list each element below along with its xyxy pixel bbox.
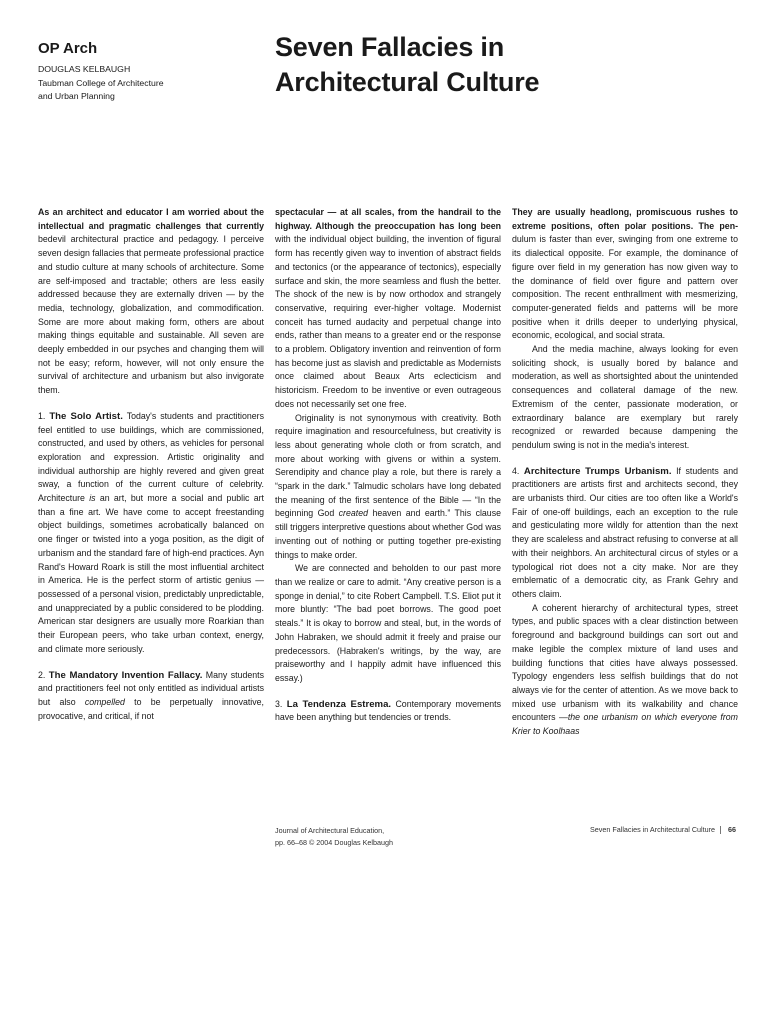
body-text: to be perpetually innovative, provocative, and critical, if not — [38, 696, 264, 721]
citation-line: Journal of Architectural Education, — [275, 826, 385, 835]
footer-separator — [720, 826, 721, 834]
paragraph — [275, 412, 501, 563]
body-text: heaven and earth.” This clause still triggers interpretive questions about whether God was inventing out of nothing or putting together pre-existing things to make order. — [275, 508, 501, 560]
body-text: dulum is faster than ever, swinging from one extreme to its dialectical opposite. For example, the dominance of figure over field in my generation has now given way to the dominance of field over figure and pattern over composition. The recent enthrallment with mesmerizing, computer-generated fields and patterns will be more positive when it drills deeper to underlying physical, economic, ecological, and social strata. — [512, 234, 738, 341]
emphasis: compelled — [84, 696, 125, 707]
emphasis: the one urbanism on which everyone from Krier to Koolhaas — [512, 712, 738, 737]
paragraph — [512, 602, 738, 739]
affiliation-line: and Urban Planning — [38, 91, 115, 101]
section-heading: La Tendenza Estrema. — [286, 698, 392, 710]
body-text: Originality is not synonymous with creativity. Both require imagination and resourcefulness, but creativity is less about generating whole cloth or from scratch, and more about working with givens or within a system. Serendipity and chance play a role, but there is rarely a “spark in the dark.” Talmudic scholars have long debated the meaning of the first sentence of the Bible — “In the beginning God — [275, 412, 501, 519]
section-number: 3. — [275, 698, 283, 709]
body-text: Many students and practitioners feel not only entitled as individual artists but also — [38, 669, 264, 707]
running-footer — [560, 825, 736, 834]
body-text: an art, but more a social and public art than a fine art. We have come to accept freestanding object buildings, sometimes acrobatically balanced on one finger or twisted into a yoga position, as the digit of urbanism and the standard fare of high-end practices. Ayn Rand's Howard Roark is still the most influential architect in America. He is the perfect storm of artistic genius — possessed of a personal vision, predictably unpredictable, and unappreciated by a public considered to be plodding. American star designers are usually more Roarkian than their European peers, who take urban context, energy, and climate more seriously. — [38, 493, 264, 654]
paragraph — [275, 698, 501, 725]
section-number: 2. — [38, 669, 46, 680]
paragraph — [38, 410, 264, 657]
body-text: A coherent hierarchy of architectural types, street types, and public spaces with a clear distinction between foreground and background buildings can sort out and make legible the complex mixture of land uses and building functions that cities have always possessed. Typology engenders less selfish buildings that do not always vie for the center of attention. As we move back to mixed use urbanism with its walkability and chance encounters — — [512, 602, 738, 723]
column-lead: spectacular — at all scales, from the handrail to the highway. Although the preoccupation has long been — [275, 207, 501, 231]
section-number: 4. — [512, 465, 520, 476]
body-text: Today's students and practitioners feel entitled to use buildings, which are commissioned, constructed, and used by others, as vehicles for personal exploration and expression. Artistic originality and individual authorship are highly revered and given great sway, a function of the current culture of celebrity. Architecture — [38, 410, 264, 504]
emphasis: created — [338, 508, 368, 519]
page-number: 66 — [728, 825, 736, 834]
title-line: Architectural Culture — [275, 67, 540, 97]
section-number: 1. — [38, 410, 46, 421]
intro-lead: As an architect and educator I am worried about the intellectual and pragmatic challenges that currently — [38, 207, 264, 231]
paragraph — [512, 465, 738, 602]
article-title — [275, 30, 735, 100]
paragraph — [38, 669, 264, 724]
section-name: OP Arch — [38, 40, 98, 57]
citation-line: pp. 66–68 © 2004 Douglas Kelbaugh — [275, 837, 393, 847]
text-column-2 — [275, 206, 501, 725]
emphasis: is — [89, 493, 96, 504]
body-text: with the individual object building, the invention of figural form has recently given way to invention of abstract fields and tectonics (or the appearance of tectonics), especially surface and skin, the more seamless and flush the better. The shock of the new is by now orthodox and strangely conservative, requiring ever-higher voltage. Modernist conceit has turned audacity and perpetual change into ends, rather than means to a greater end or the response to a problem. Obligatory invention and reinvention of form has become just as slavish and predictable as Modernists once claimed about Beaux Arts eclecticism and historicism. Freedom to be inventive or even outrageous does not necessarily set one free. — [275, 234, 501, 409]
section-heading: The Mandatory Invention Fallacy. — [48, 669, 203, 681]
paragraph — [275, 206, 501, 412]
section-heading: The Solo Artist. — [49, 410, 123, 422]
affiliation-line: Taubman College of Architecture — [38, 77, 164, 88]
paragraph: We are connected and beholden to our past more than we realize or care to admit. “Any creative person is a sponge in denial,” to cite Robert Campbell. T.S. Eliot put it more bluntly: “The bad poet borrows. The good poet steals.” It is okay to borrow and steal, but, in the words of John Habraken, we should admit it freely and praise our predecessors. (Habraken's writings, by the way, are praiseworthy and I happily admit have influenced this essay.) — [275, 563, 501, 683]
paragraph — [38, 206, 264, 398]
section-heading: Architecture Trumps Urbanism. — [523, 465, 672, 477]
body-text: Contemporary movements have been anything but tendencies or trends. — [275, 698, 502, 723]
author-block — [38, 63, 164, 104]
column-lead: They are usually headlong, promiscuous rushes to extreme positions, often polar positions. The pen- — [512, 207, 738, 231]
text-column-3 — [512, 206, 738, 739]
text-column-1 — [38, 206, 264, 723]
title-line: Seven Fallacies in — [275, 32, 505, 62]
intro-text: bedevil architectural practice and pedagogy. I perceive seven design fallacies that permeate professional practice and studio culture at many schools of architecture. Some are self-imposed and tractable; others are less easily addressed because they are externally driven — by the media, technology, globalization, and commodification. Some are more about making form, others are about making things equitable and sustainable. All seven are deeply embedded in our psyches and changing them will not be easy; reform, however, will not only ensure the survival of architecture and urbanism but also invigorate them. — [38, 234, 264, 396]
journal-citation — [275, 825, 393, 848]
running-title: Seven Fallacies in Architectural Culture — [589, 825, 715, 834]
body-text: If students and practitioners are artists first and architects second, they are urbanists third. Our cities are too often like a World's Fair of one-off buildings, each an exception to the rule and gesticulating more wildly for attention than the next they are scaleless and abstract refusing to converse at all with their neighbors. An architectural circus of styles or a typological riot does not a city make. Nor are they emblematic of a democratic city, as Frank Gehry and others claim. — [512, 465, 738, 599]
paragraph: And the media machine, always looking for even soliciting shock, is usually bored by balance and moderation, as well as shortsighted about the unintended consequences and collateral damage of the new. Extremism of the center, passionate moderation, or extraordinary balance are exemplary but rarely recognized or rewarded because dampening the pendulum swing is not in the media's interest. — [512, 344, 738, 450]
author-name: DOUGLAS KELBAUGH — [38, 64, 131, 74]
paragraph — [512, 206, 738, 343]
